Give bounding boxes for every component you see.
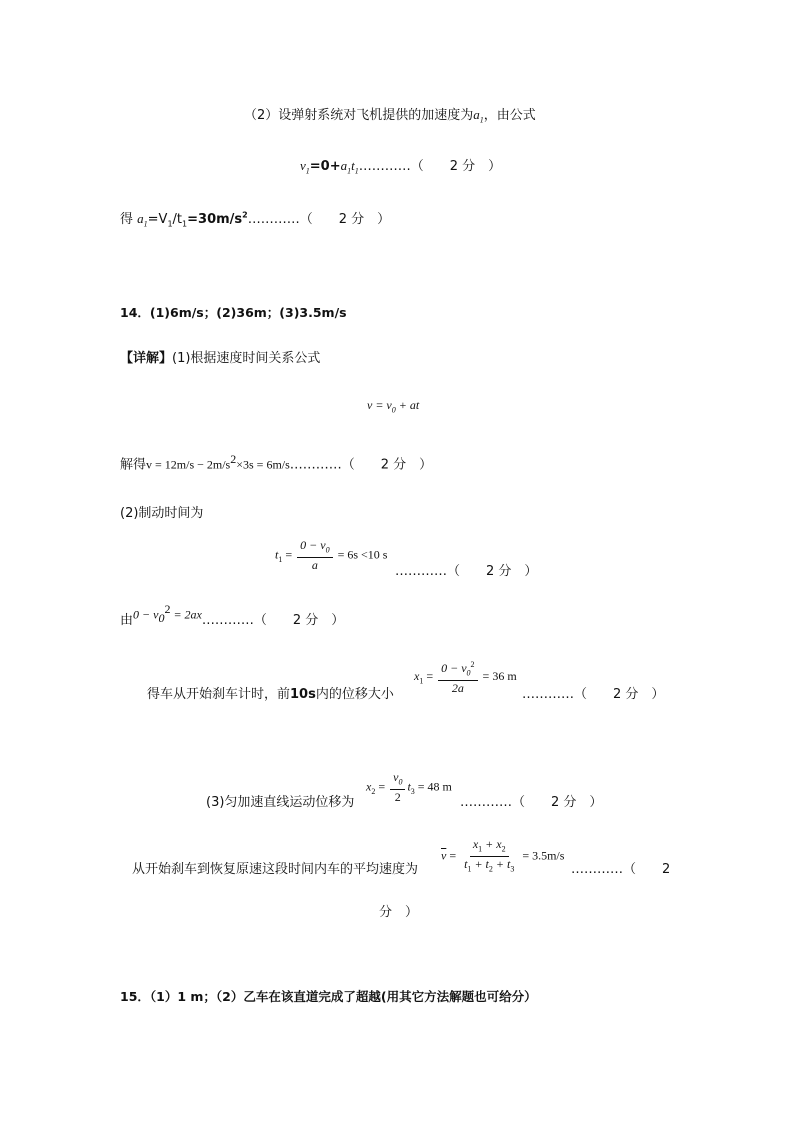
p14-t1-lhs: t xyxy=(275,547,279,562)
p14-avg-den-t1: t xyxy=(464,857,468,872)
p14-avg-rest: = 3.5m/s xyxy=(522,848,565,863)
p14-t1-num-text: 0 − v xyxy=(300,538,326,552)
p14-avg-num-s2: 2 xyxy=(501,844,506,854)
p13-eq1-a: a xyxy=(340,158,348,173)
p14-avg-den-s1: 1 xyxy=(467,864,472,874)
p13-eq1-rest: =0+ xyxy=(309,159,341,174)
p14-avg-den-t2: + t xyxy=(471,857,489,872)
p13-eq1-tail: …………（ 2 分 ） xyxy=(358,159,502,174)
p14-t1-tail: …………（ 2 分 ） xyxy=(395,564,538,579)
p14-x2-lhs: x xyxy=(366,779,372,794)
p14-solve-rest: ×3s = 6m/s xyxy=(236,457,290,472)
p13-result-t-sub: 1 xyxy=(182,219,188,229)
p13-eq1-a-sub: 1 xyxy=(347,166,352,176)
p14-detail-bracket: 【详解】 xyxy=(120,351,173,366)
p14-detail-text: (1)根据速度时间关系公式 xyxy=(172,351,321,366)
p14-x2-eq: $x_2$ = $\frac{v_0}{2}$ $t_3 = 48$ m xyxy=(366,770,452,805)
p14-avg-tail: …………（ 2 xyxy=(571,862,671,877)
p13-line1 xyxy=(244,104,536,125)
p14-x1-sub: 1 xyxy=(419,676,424,686)
p14-t1-eq: $t_1$ = $\frac{0 - v_0}{a}$ = 6s <10 s xyxy=(275,538,388,573)
p14-part3: (3)匀加速直线运动位移为 xyxy=(206,795,355,810)
p14-x1-rest: = 36 m xyxy=(482,668,517,683)
p13-eq1-t-sub: 1 xyxy=(354,166,359,176)
p14-you xyxy=(120,602,345,629)
p14-x1-num-text: 0 − v xyxy=(441,661,467,675)
p14-x1-tail: …………（ 2 分 ） xyxy=(522,687,665,702)
p14-detail xyxy=(120,347,320,366)
p15-header: 15．（1）1 m；（2）乙车在该直道完成了超越(用其它方法解题也可给分） xyxy=(120,989,537,1004)
p14-x1-fraction xyxy=(438,658,477,696)
p14-x1-den: 2a xyxy=(451,681,464,696)
p13-eq1-t: t xyxy=(351,158,355,173)
p14-you-tail: …………（ 2 分 ） xyxy=(201,613,345,629)
p13-a1: a xyxy=(473,107,480,122)
p14-avg-num-x1: x xyxy=(472,837,479,851)
p13-eq1-v-sub: 1 xyxy=(305,166,310,176)
p13-result-v: =V xyxy=(147,212,168,227)
p14-x2-t-sub: 3 xyxy=(410,786,415,796)
p14-you-prefix: 由 xyxy=(120,613,134,629)
p14-you-sub: 0 xyxy=(158,610,165,625)
p14-avg-fraction xyxy=(461,837,517,877)
p14-avg-num-s1: 1 xyxy=(478,844,483,854)
p14-avg-den-s3: 3 xyxy=(510,864,515,874)
p14-formula-v: v = v xyxy=(367,398,392,412)
p13-line1-post: ，由公式 xyxy=(483,108,536,123)
p14-formula-rest: + at xyxy=(395,398,420,412)
p14-formula xyxy=(367,398,419,414)
p14-dist-bold: 10s xyxy=(290,687,316,702)
p14-x1-eq: $x_1$ = $\frac{0 - v_0^2}{2a}$ = 36 m xyxy=(414,660,517,696)
p14-formula-sub: 0 xyxy=(391,405,396,415)
p14-you-sup: 2 xyxy=(164,602,171,616)
p13-result-prefix: 得 xyxy=(120,212,134,227)
p13-result-sup: 2 xyxy=(242,210,248,220)
p14-t1-den: a xyxy=(311,558,318,573)
p14-t1-sub: 1 xyxy=(278,554,283,564)
p14-x2-t: t xyxy=(407,779,411,794)
p14-avg-lhs: $\overline{v}$ xyxy=(441,848,447,863)
p14-x2-fraction xyxy=(390,770,405,805)
p13-result-v-sub: 1 xyxy=(167,219,173,229)
p14-dist-post: 内的位移大小 xyxy=(315,687,394,702)
p14-t1-rest: = 6s <10 s xyxy=(337,547,388,562)
p13-result xyxy=(120,208,390,229)
p14-dist-pre: 得车从开始刹车计时，前 xyxy=(147,687,291,702)
p14-x2-rest: = 48 m xyxy=(414,779,452,794)
p14-avg-text: 从开始刹车到恢复原速这段时间内车的平均速度为 xyxy=(132,862,419,877)
p14-avg-eq: $\overline{v}$ = $\frac{x_1 + x_2}{t_1 + t_2 + t_3}$ = 3.5m/s xyxy=(441,837,564,877)
p14-x2-num-sub: 0 xyxy=(398,777,403,787)
p14-solve-prefix: 解得 xyxy=(120,457,147,473)
p14-x2-tail: …………（ 2 分 ） xyxy=(460,795,603,810)
p14-x2-den: 2 xyxy=(394,790,401,805)
p13-result-val: =30m/s xyxy=(187,212,243,227)
p14-x1-lhs: x xyxy=(414,668,420,683)
p13-a1-sub: 1 xyxy=(479,115,484,125)
p13-eq1 xyxy=(300,155,501,176)
p14-avg-num xyxy=(470,837,509,857)
p13-result-t: /t xyxy=(172,212,183,227)
p14-part2: (2)制动时间为 xyxy=(120,506,204,521)
p14-avg-tail2: 分 ） xyxy=(379,905,419,920)
p13-result-a-sub: 1 xyxy=(143,219,148,229)
p14-solve-formula: v = 12m/s − 2m/s xyxy=(146,457,231,472)
p14-avg-den xyxy=(461,857,517,876)
p14-avg-den-t3: + t xyxy=(492,857,511,872)
p14-you-formula: 0 − v xyxy=(133,607,159,622)
p14-t1-num xyxy=(297,538,332,558)
p14-avg-num-x2: + x xyxy=(482,837,502,851)
p13-eq1-v: v xyxy=(300,158,306,173)
p14-you-rest: = 2ax xyxy=(170,607,202,622)
p14-solve xyxy=(120,452,432,472)
p14-dist-text xyxy=(147,683,394,702)
p14-x1-num-sub: 0 xyxy=(466,668,471,678)
p13-line1-text: （2）设弹射系统对飞机提供的加速度为 xyxy=(244,108,474,123)
p14-solve-sup: 2 xyxy=(230,452,237,466)
p14-x1-num xyxy=(438,658,477,681)
p14-solve-tail: …………（ 2 分 ） xyxy=(289,457,433,473)
p13-result-a: a xyxy=(137,211,144,226)
p14-x2-sub: 2 xyxy=(371,786,376,796)
p14-x2-num xyxy=(390,770,405,790)
p14-avg-den-s2: 2 xyxy=(488,864,493,874)
p14-header: 14．(1)6m/s；(2)36m；(3)3.5m/s xyxy=(120,305,347,320)
p14-t1-fraction xyxy=(297,538,332,573)
p14-x1-num-sup: 2 xyxy=(470,660,475,669)
p14-t1-num-sub: 0 xyxy=(325,545,330,555)
p14-x2-num-text: v xyxy=(393,770,399,784)
p13-result-tail: …………（ 2 分 ） xyxy=(247,212,391,227)
